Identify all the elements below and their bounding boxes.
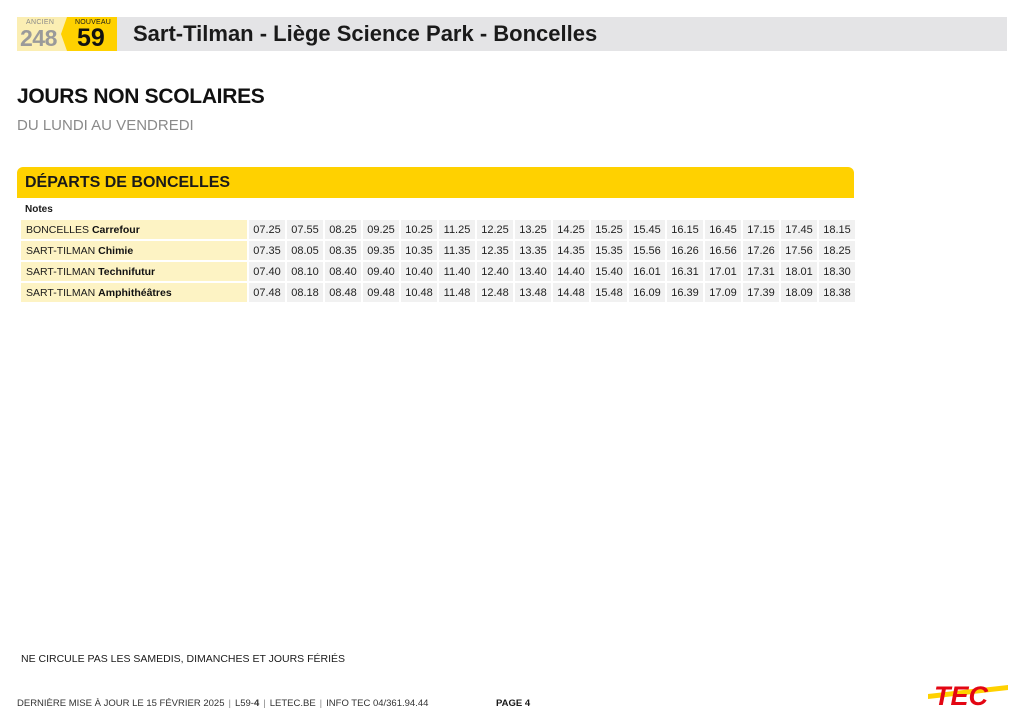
departure-time: 07.48 bbox=[249, 283, 285, 302]
departure-time: 17.09 bbox=[705, 283, 741, 302]
departure-time: 16.45 bbox=[705, 220, 741, 239]
departure-time: 16.09 bbox=[629, 283, 665, 302]
stop-point: Amphithéâtres bbox=[98, 286, 172, 299]
departure-time: 08.18 bbox=[287, 283, 323, 302]
departure-time: 07.35 bbox=[249, 241, 285, 260]
departure-time: 07.25 bbox=[249, 220, 285, 239]
departure-time: 13.25 bbox=[515, 220, 551, 239]
timetable-row bbox=[21, 283, 855, 302]
stop-name bbox=[21, 241, 247, 260]
departure-time: 16.39 bbox=[667, 283, 703, 302]
departure-time: 13.40 bbox=[515, 262, 551, 281]
period-subtitle: DU LUNDI AU VENDREDI bbox=[17, 117, 194, 134]
old-line-badge bbox=[17, 17, 67, 51]
new-line-badge bbox=[67, 17, 117, 51]
route-title: Sart-Tilman - Liège Science Park - Boncelles bbox=[133, 21, 598, 46]
stop-name bbox=[21, 262, 247, 281]
departure-time: 10.40 bbox=[401, 262, 437, 281]
stop-point: Technifutur bbox=[98, 265, 156, 278]
line-ref-prefix: L59- bbox=[234, 698, 254, 709]
departure-time: 15.56 bbox=[629, 241, 665, 260]
departure-time: 18.30 bbox=[819, 262, 855, 281]
departure-time: 10.35 bbox=[401, 241, 437, 260]
departure-time: 17.56 bbox=[781, 241, 817, 260]
departure-time: 09.25 bbox=[363, 220, 399, 239]
departure-time: 18.25 bbox=[819, 241, 855, 260]
departure-time: 17.26 bbox=[743, 241, 779, 260]
departure-time: 17.15 bbox=[743, 220, 779, 239]
line-ref-page: 4 bbox=[253, 698, 260, 709]
departure-time: 16.01 bbox=[629, 262, 665, 281]
stop-place: SART-TILMAN bbox=[26, 286, 96, 299]
departure-time: 14.48 bbox=[553, 283, 589, 302]
departure-time: 15.25 bbox=[591, 220, 627, 239]
departure-time: 17.31 bbox=[743, 262, 779, 281]
departure-time: 10.25 bbox=[401, 220, 437, 239]
departure-time: 18.09 bbox=[781, 283, 817, 302]
website-link[interactable]: LETEC.BE bbox=[269, 698, 316, 709]
tec-logo-text: TEC bbox=[934, 681, 988, 711]
departure-time: 13.48 bbox=[515, 283, 551, 302]
line-ref bbox=[235, 698, 259, 709]
timetable bbox=[19, 218, 857, 304]
notes-label: Notes bbox=[25, 204, 53, 215]
departure-time: 13.35 bbox=[515, 241, 551, 260]
departure-time: 09.40 bbox=[363, 262, 399, 281]
departure-time: 15.45 bbox=[629, 220, 665, 239]
timetable-row bbox=[21, 220, 855, 239]
departure-time: 14.35 bbox=[553, 241, 589, 260]
timetable-row bbox=[21, 262, 855, 281]
service-note: NE CIRCULE PAS LES SAMEDIS, DIMANCHES ET JOURS FÉRIÉS bbox=[21, 653, 346, 665]
departure-time: 15.40 bbox=[591, 262, 627, 281]
departure-time: 16.15 bbox=[667, 220, 703, 239]
stop-point: Chimie bbox=[98, 244, 134, 257]
stop-place: BONCELLES bbox=[26, 223, 90, 236]
direction-title: DÉPARTS DE BONCELLES bbox=[25, 174, 231, 191]
stop-name bbox=[21, 220, 247, 239]
departure-time: 12.35 bbox=[477, 241, 513, 260]
departure-time: 18.01 bbox=[781, 262, 817, 281]
new-line-label: NOUVEAU bbox=[75, 19, 112, 26]
departure-time: 15.48 bbox=[591, 283, 627, 302]
departure-time: 10.48 bbox=[401, 283, 437, 302]
departure-time: 08.05 bbox=[287, 241, 323, 260]
period-title: JOURS NON SCOLAIRES bbox=[17, 85, 265, 108]
departure-time: 07.40 bbox=[249, 262, 285, 281]
departure-time: 15.35 bbox=[591, 241, 627, 260]
last-update: DERNIÈRE MISE À JOUR LE 15 FÉVRIER 2025 bbox=[17, 698, 225, 709]
footer: DERNIÈRE MISE À JOUR LE 15 FÉVRIER 2025 | L59-4 | LETEC.BE | INFO TEC 04/361.94.44 bbox=[17, 698, 429, 709]
departure-time: 11.35 bbox=[439, 241, 475, 260]
route-header bbox=[17, 17, 1007, 51]
info-phone: INFO TEC 04/361.94.44 bbox=[326, 698, 429, 709]
stop-name bbox=[21, 283, 247, 302]
timetable-body bbox=[21, 220, 855, 302]
departure-time: 09.35 bbox=[363, 241, 399, 260]
departure-time: 08.25 bbox=[325, 220, 361, 239]
departure-time: 17.39 bbox=[743, 283, 779, 302]
departure-time: 12.40 bbox=[477, 262, 513, 281]
departure-time: 14.25 bbox=[553, 220, 589, 239]
stop-place: SART-TILMAN bbox=[26, 265, 96, 278]
departure-time: 07.55 bbox=[287, 220, 323, 239]
departure-time: 16.31 bbox=[667, 262, 703, 281]
departure-time: 12.25 bbox=[477, 220, 513, 239]
page-number: PAGE 4 bbox=[496, 698, 531, 709]
departure-time: 11.40 bbox=[439, 262, 475, 281]
departure-time: 08.35 bbox=[325, 241, 361, 260]
departure-time: 08.48 bbox=[325, 283, 361, 302]
old-line-label: ANCIEN bbox=[26, 19, 55, 26]
departure-time: 14.40 bbox=[553, 262, 589, 281]
departure-time: 09.48 bbox=[363, 283, 399, 302]
departure-time: 08.40 bbox=[325, 262, 361, 281]
departure-time: 11.25 bbox=[439, 220, 475, 239]
new-line-number: 59 bbox=[77, 24, 105, 52]
departure-time: 18.38 bbox=[819, 283, 855, 302]
departure-time: 16.56 bbox=[705, 241, 741, 260]
old-line-number: 248 bbox=[20, 25, 57, 51]
departure-time: 11.48 bbox=[439, 283, 475, 302]
departure-time: 12.48 bbox=[477, 283, 513, 302]
departure-time: 08.10 bbox=[287, 262, 323, 281]
direction-banner bbox=[17, 167, 854, 198]
departure-time: 18.15 bbox=[819, 220, 855, 239]
departure-time: 16.26 bbox=[667, 241, 703, 260]
stop-place: SART-TILMAN bbox=[26, 244, 96, 257]
stop-point: Carrefour bbox=[91, 223, 140, 236]
timetable-row bbox=[21, 241, 855, 260]
departure-time: 17.45 bbox=[781, 220, 817, 239]
tec-logo bbox=[928, 676, 1008, 712]
departure-time: 17.01 bbox=[705, 262, 741, 281]
